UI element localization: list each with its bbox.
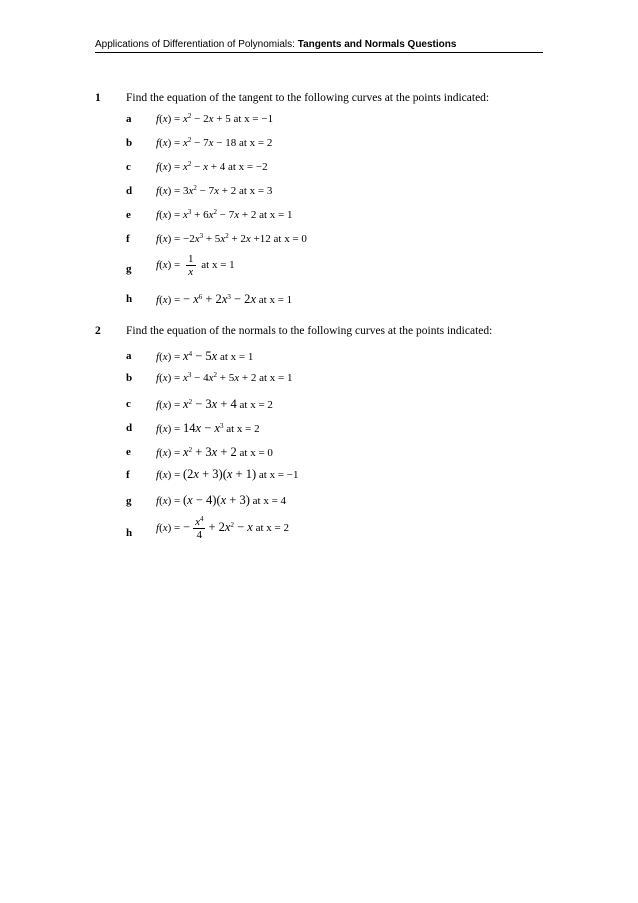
q1-part-h-point: at x = 1 bbox=[258, 294, 293, 306]
q2-part-f-label: f bbox=[126, 469, 130, 481]
q1-part-c-point: at x = −2 bbox=[227, 161, 268, 173]
q1-part-g-equation: f(x) = $\frac{1}{x}$ at x = 1 bbox=[156, 253, 235, 278]
q1-part-g-point: at x = 1 bbox=[201, 259, 235, 272]
q1-part-c-label: c bbox=[126, 161, 131, 173]
question-1-prompt: Find the equation of the tangent to the following curves at the points indicated: bbox=[126, 92, 490, 104]
q2-part-b-label: b bbox=[126, 372, 133, 384]
q1-part-a-point: at x = −1 bbox=[233, 113, 274, 125]
q1-part-e-equation: $f(x) = x^3 + 6x^2 - 7x + 2$ at x = 1 bbox=[156, 208, 293, 221]
q1-part-h-equation: f(x) = − $x^6 + 2x^3 - 2x$ at x = 1 bbox=[156, 292, 293, 306]
q2-part-d-equation: $f(x) = 14x - x^3$ at x = 2 bbox=[156, 421, 260, 435]
q1-part-a-label: a bbox=[126, 113, 132, 125]
q1-part-e-label: e bbox=[126, 209, 131, 221]
q2-part-g-label: g bbox=[126, 495, 132, 507]
q1-part-h-label: h bbox=[126, 293, 133, 305]
header-topic: Applications of Differentiation of Polynomials: bbox=[95, 39, 295, 50]
header-subtitle: Tangents and Normals Questions bbox=[297, 39, 457, 50]
q2-part-h-label: h bbox=[126, 527, 133, 539]
q2-part-c-label: c bbox=[126, 398, 131, 410]
q2-part-h-point: at x = 2 bbox=[255, 522, 289, 535]
q2-part-b-point: at x = 1 bbox=[259, 372, 293, 384]
q1-part-f-point: at x = 0 bbox=[273, 233, 307, 245]
q2-part-d-point: at x = 2 bbox=[226, 423, 260, 435]
q1-part-d-point: at x = 3 bbox=[238, 185, 273, 197]
q2-part-g-equation: f(x) = (x − 4)(x + 3) at x = 4 bbox=[156, 493, 287, 507]
page-header bbox=[95, 39, 543, 53]
q2-part-e-point: at x = 0 bbox=[239, 447, 273, 459]
q2-part-f-point: at x = −1 bbox=[258, 469, 299, 481]
q1-part-c-equation: $f(x) = x^2 - x + 4$ at x = −2 bbox=[156, 160, 268, 173]
q1-part-b-label: b bbox=[126, 137, 133, 149]
q2-part-e-equation: $f(x) = x^2 + 3x + 2$ at x = 0 bbox=[156, 445, 273, 459]
q2-part-b-equation: $f(x) = x^3 - 4x^2 + 5x + 2$ at x = 1 bbox=[156, 371, 293, 384]
q2-part-c-point: at x = 2 bbox=[239, 399, 273, 411]
q1-part-e-point: at x = 1 bbox=[259, 209, 293, 221]
q2-part-a-equation: $f(x) = x^4 - 5x$ at x = 1 bbox=[156, 349, 254, 363]
question-2-prompt: Find the equation of the normals to the following curves at the points indicated: bbox=[126, 325, 493, 337]
q2-part-h-equation: f(x) = − $\frac{x^4}{4}$ + $2x^2 - x$ at x = 2 bbox=[156, 515, 289, 541]
q2-part-a-label: a bbox=[126, 350, 132, 362]
fraction: $\frac{x^4}{4}$ bbox=[195, 515, 204, 541]
fraction: $\frac{1}{x}$ bbox=[188, 253, 194, 278]
q1-part-g-label: g bbox=[126, 263, 132, 275]
q1-part-f-label: f bbox=[126, 233, 130, 245]
q2-part-a-point: at x = 1 bbox=[219, 351, 254, 363]
q1-part-a-equation: $f(x) = x^2 - 2x + 5$ at x = −1 bbox=[156, 112, 274, 125]
q2-part-d-label: d bbox=[126, 422, 133, 434]
q1-part-b-point: at x = 2 bbox=[238, 137, 273, 149]
q2-part-c-equation: $f(x) = x^2 - 3x + 4$ at x = 2 bbox=[156, 397, 273, 411]
question-2-number: 2 bbox=[95, 325, 101, 337]
q1-part-b-equation: $f(x) = x^2 - 7x - 18$ at x = 2 bbox=[156, 136, 273, 149]
q1-part-d-equation: $f(x) = 3x^2 - 7x + 2$ at x = 3 bbox=[156, 184, 273, 197]
question-1-number: 1 bbox=[95, 92, 101, 104]
q2-part-e-label: e bbox=[126, 446, 131, 458]
q2-part-g-point: at x = 4 bbox=[252, 495, 287, 507]
q1-part-d-label: d bbox=[126, 185, 133, 197]
q1-part-f-equation: $f(x) = -2x^3 + 5x^2 + 2x +12$ at x = 0 bbox=[156, 232, 307, 245]
q2-part-f-equation: f(x) = (2x + 3)(x + 1) at x = −1 bbox=[156, 467, 299, 481]
